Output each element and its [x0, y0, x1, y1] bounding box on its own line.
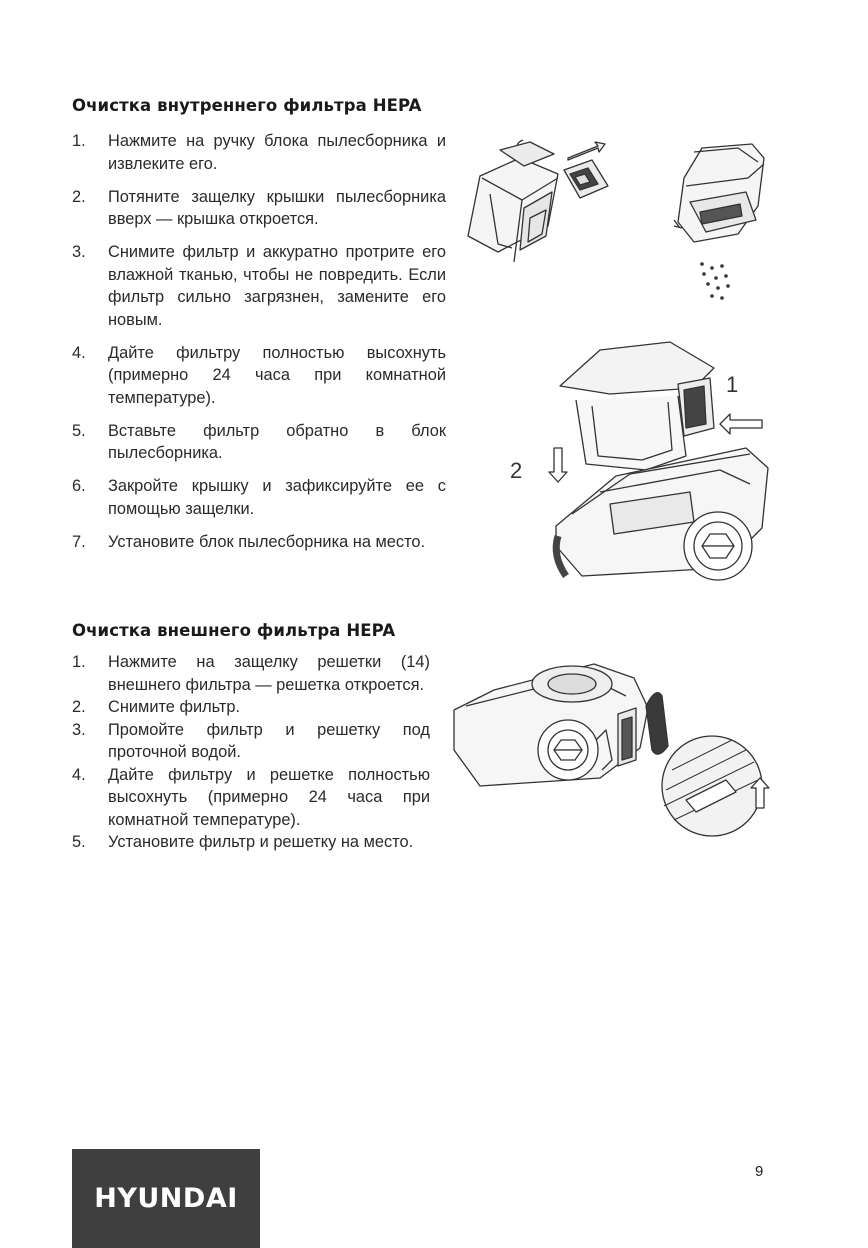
list-item: [72, 696, 430, 719]
list-item: [72, 186, 446, 231]
page-number: 9: [755, 1163, 764, 1180]
step-text: Вставьте фильтр обратно в блок пылесборника.: [108, 421, 446, 462]
brand-logo-text: HYUNDAI: [94, 1183, 238, 1214]
step-text: Дайте фильтру полностью высохнуть (примерно 24 часа при комнатной температуре).: [108, 343, 446, 407]
section-heading-internal-filter: Очистка внутреннего фильтра HEPA: [72, 96, 422, 115]
list-item: [72, 764, 430, 832]
list-item: [72, 342, 446, 410]
list-item: [72, 475, 446, 520]
step-text: Закройте крышку и зафиксируйте ее с помощью защелки.: [108, 477, 446, 518]
step-text: Нажмите на защелку решетки (14) внешнего фильтра — решетка откроется.: [108, 653, 430, 694]
step-number: 5.: [72, 833, 86, 851]
step-number: 1.: [72, 132, 86, 150]
list-item: [72, 241, 446, 331]
step-number: 4.: [72, 343, 86, 362]
step-text: Дайте фильтру и решетке полностью высохнуть (примерно 24 часа при комнатной температуре).: [108, 765, 430, 829]
step-number: 3.: [72, 243, 86, 261]
step-text: Промойте фильтр и решетку под проточной водой.: [108, 720, 430, 761]
step-number: 4.: [72, 765, 86, 784]
step-2-label: 2: [510, 458, 523, 483]
step-number: 3.: [72, 720, 86, 739]
list-item: [72, 651, 430, 696]
step-number: 1.: [72, 653, 86, 671]
section-heading-external-filter: Очистка внешнего фильтра HEPA: [72, 621, 396, 640]
list-item: [72, 719, 430, 764]
arrow-down-icon: [549, 448, 567, 482]
list-item: [72, 420, 446, 465]
step-number: 6.: [72, 477, 86, 495]
step-number: 2.: [72, 698, 86, 716]
step-text: Снимите фильтр.: [108, 698, 241, 716]
step-text: Потяните защелку крышки пылесборника вверх — крышка откроется.: [108, 187, 446, 228]
external-filter-removal-illustration: [446, 650, 776, 840]
brand-logo: [72, 1149, 260, 1248]
step-text: Установите блок пылесборника на место.: [108, 532, 426, 551]
step-1-label: 1: [726, 372, 739, 397]
list-item: [72, 831, 430, 854]
step-text: Установите фильтр и решетку на место.: [108, 833, 414, 851]
step-text: Снимите фильтр и аккуратно протрите его влажной тканью, чтобы не повредить. Если фильтр сильно загрязнен, замените его новым.: [108, 243, 446, 329]
step-number: 5.: [72, 421, 86, 440]
arrow-left-icon: [720, 414, 762, 434]
filter-reinstall-illustration: [500, 336, 776, 588]
internal-filter-steps: [72, 130, 446, 564]
step-number: 7.: [72, 532, 86, 551]
external-filter-steps: [72, 651, 430, 854]
list-item: [72, 130, 446, 175]
step-number: 2.: [72, 187, 86, 206]
step-text: Нажмите на ручку блока пылесборника и извлеките его.: [108, 132, 446, 173]
dust-container-opening-illustration: [460, 128, 776, 308]
list-item: [72, 531, 446, 554]
